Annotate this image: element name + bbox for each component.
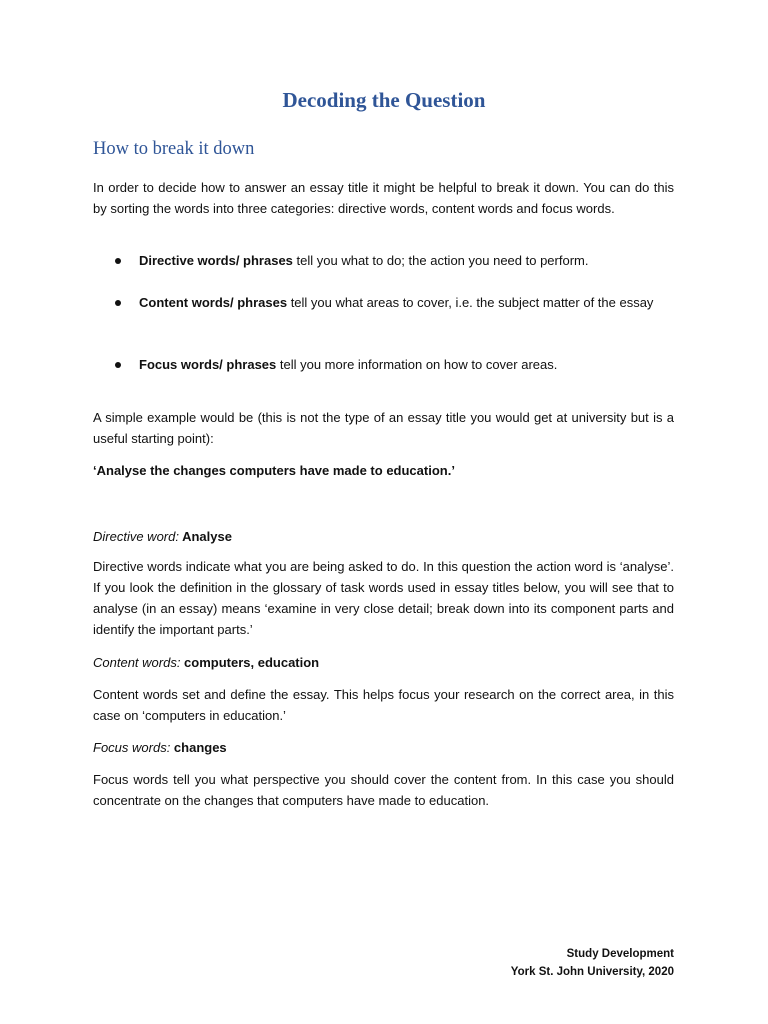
list-item-term: Directive words/ phrases: [139, 253, 293, 268]
directive-label: Directive word:: [93, 529, 179, 544]
bullet-icon: [115, 362, 121, 368]
page-title: Decoding the Question: [282, 88, 486, 112]
intro-paragraph: In order to decide how to answer an essay title it might be helpful to break it down. You can do this by sorting the words into three categories: directive words, content words and focus words.: [93, 180, 674, 216]
directive-value: Analyse: [178, 529, 232, 544]
list-item: [93, 250, 674, 271]
list-item-description: tell you what to do; the action you need to perform.: [292, 253, 589, 268]
section-heading: How to break it down: [93, 139, 255, 159]
example-essay-title: ‘Analyse the changes computers have made to education.’: [93, 463, 455, 478]
list-item-term: Focus words/ phrases: [139, 357, 277, 372]
directive-heading: [93, 526, 674, 547]
bullet-icon: [115, 300, 121, 306]
list-item-description: tell you more information on how to cover areas.: [276, 357, 558, 372]
list-item: [93, 354, 674, 375]
content-label: Content words:: [93, 655, 181, 670]
list-item-term: Content words/ phrases: [139, 295, 288, 310]
list-item-text: [139, 354, 674, 375]
focus-paragraph: Focus words tell you what perspective you should cover the content from. In this case you should concentrate on the changes that computers have made to education.: [93, 772, 674, 808]
bullet-icon: [115, 258, 121, 264]
footer-department: Study Development: [566, 948, 674, 960]
list-item-description: tell you what areas to cover, i.e. the subject matter of the essay: [287, 295, 654, 310]
footer-institution: York St. John University, 2020: [510, 966, 674, 978]
content-heading: [93, 652, 674, 673]
list-item: [93, 292, 674, 313]
example-intro-paragraph: A simple example would be (this is not the type of an essay title you would get at university but is a useful starting point):: [93, 410, 674, 446]
content-value: computers, education: [180, 655, 320, 670]
focus-value: changes: [170, 740, 227, 755]
focus-heading: [93, 737, 674, 758]
list-item-text: [139, 292, 674, 313]
focus-label: Focus words:: [93, 740, 171, 755]
directive-paragraph: Directive words indicate what you are being asked to do. In this question the action word is ‘analyse’. If you look the definition in the glossary of task words used in essay titles below, you will see that to analyse (in an essay) means ‘examine in very close detail; break down into its component parts and identify the important parts.’: [93, 559, 674, 637]
content-paragraph: Content words set and define the essay. This helps focus your research on the correct area, in this case on ‘computers in education.’: [93, 687, 674, 723]
list-item-text: [139, 250, 674, 271]
